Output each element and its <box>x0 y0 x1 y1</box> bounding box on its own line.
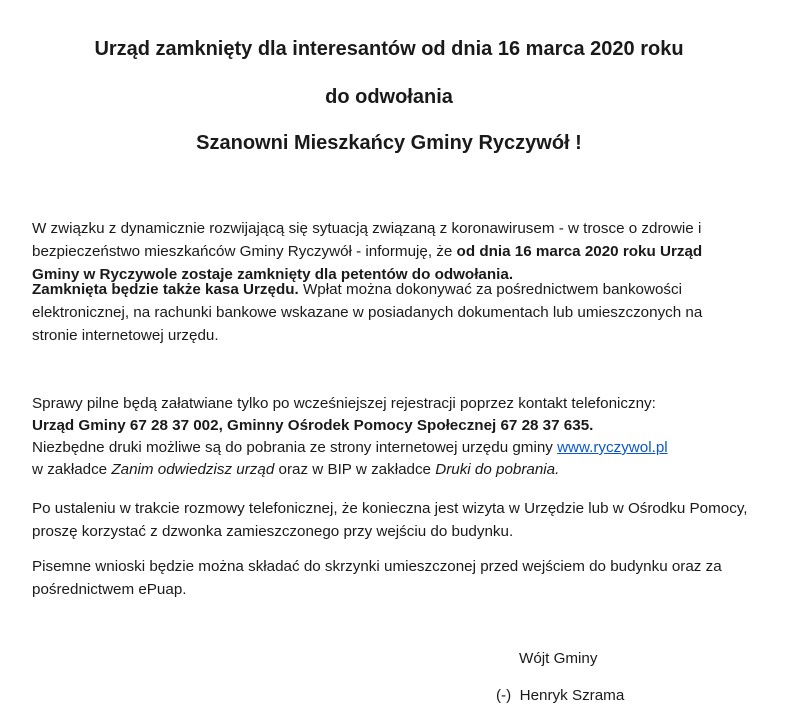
heading-closure: Urząd zamknięty dla interesantów od dnia 16 marca 2020 roku <box>94 38 684 60</box>
paragraph-cash-desk <box>32 278 752 347</box>
cash-desk-text: Wpłat można dokonywać za pośrednictwem bankowości elektronicznej, na rachunki bankowe wskazane w posiadanych dokumentach lub umieszczonych na stronie internetowej urzędu. <box>32 281 703 344</box>
signature-title: Wójt Gminy <box>519 650 598 667</box>
forms-text: Niezbędne druki możliwe są do pobrania ze strony internetowej urzędu gminy <box>32 439 558 456</box>
tab-name-visit: Zanim odwiedzisz urząd <box>111 461 275 478</box>
tab-text-bip: oraz w BIP w zakładce <box>274 461 436 478</box>
website-link[interactable]: www.ryczywol.pl <box>557 439 668 456</box>
heading-until-revoked: do odwołania <box>325 86 453 108</box>
closure-info-bold: od dnia 16 marca 2020 roku Urząd Gminy w Ryczywole zostaje zamknięty dla petentów do odwołania. <box>32 243 703 283</box>
tab-text: w zakładce <box>32 461 112 478</box>
heading-greeting: Szanowni Mieszkańcy Gminy Ryczywół ! <box>196 132 582 154</box>
closure-info-text: W związku z dynamicznie rozwijającą się sytuacją związaną z koronawirusem - w trosce o zdrowie i bezpieczeństwo mieszkańców Gminy Ryczywół - informuję, że <box>32 220 702 260</box>
phone-numbers: Urząd Gminy 67 28 37 002, Gminny Ośrodek Pomocy Społecznej 67 28 37 635. <box>32 417 594 434</box>
tab-name-forms: Druki do pobrania. <box>435 461 560 478</box>
paragraph-closure-info <box>32 217 752 286</box>
urgent-matters-line: Sprawy pilne będą załatwiane tylko po wcześniejszej rejestracji poprzez kontakt telefoniczny: <box>32 395 656 412</box>
paragraph-visit-doorbell: Po ustaleniu w trakcie rozmowy telefonicznej, że konieczna jest wizyta w Urzędzie lub w Ośrodku Pomocy, proszę korzystać z dzwonka zamieszczonego przy wejściu do budynku. <box>32 500 748 540</box>
cash-desk-bold: Zamknięta będzie także kasa Urzędu. <box>32 281 299 298</box>
signature-name: (-) Henryk Szrama <box>496 687 625 704</box>
paragraph-urgent-matters <box>32 393 752 481</box>
paragraph-written-requests: Pisemne wnioski będzie można składać do skrzynki umieszczonej przed wejściem do budynku oraz za pośrednictwem ePuap. <box>32 558 722 598</box>
